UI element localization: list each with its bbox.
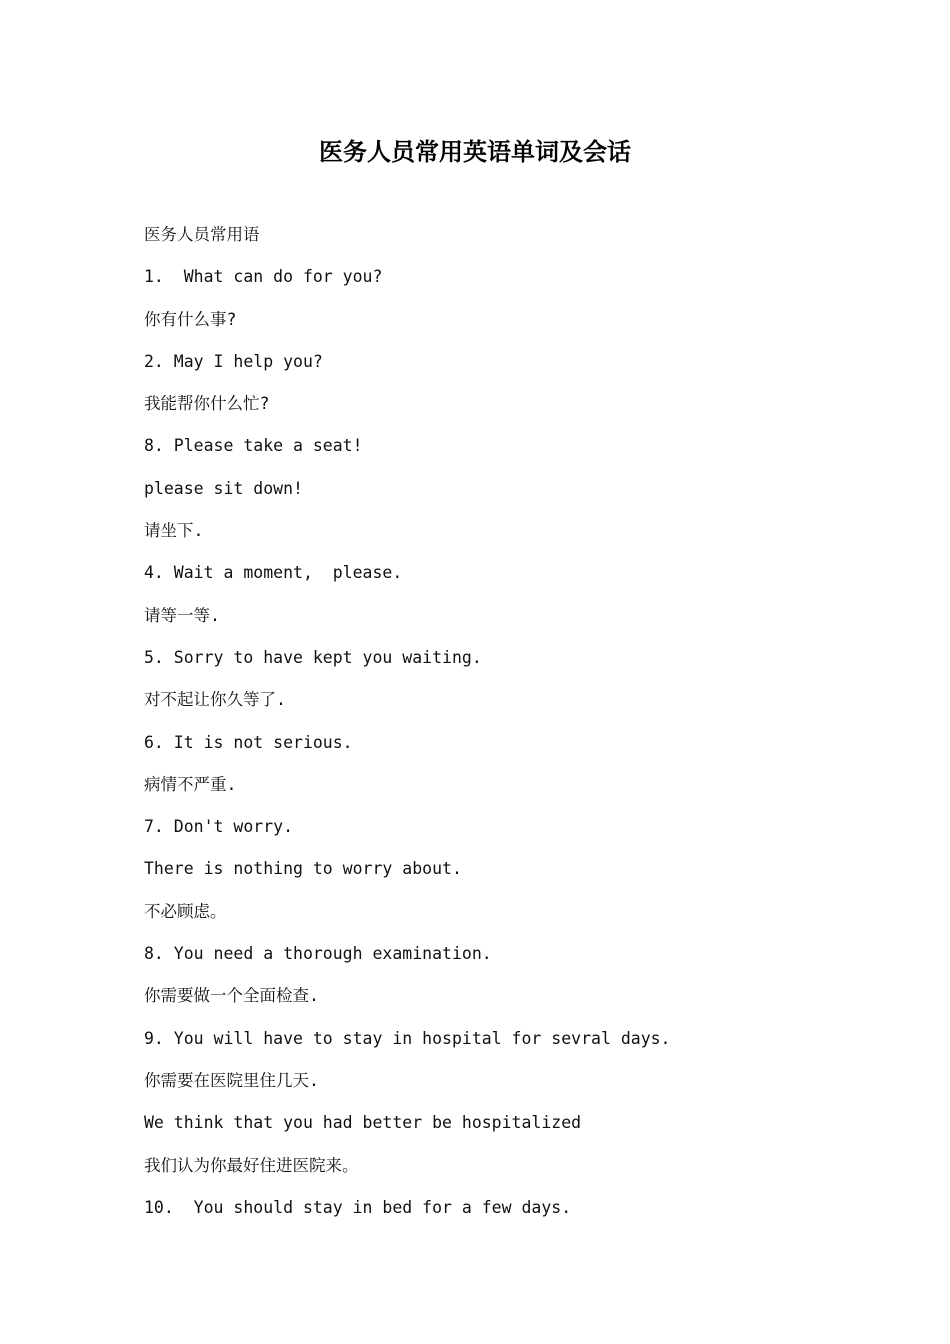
body-line: 对不起让你久等了. <box>144 690 286 710</box>
document-title: 医务人员常用英语单词及会话 <box>319 137 631 166</box>
body-line: There is nothing to worry about. <box>144 859 462 879</box>
body-line: 不必顾虑。 <box>144 901 227 921</box>
body-line: 1. What can do for you? <box>144 267 383 287</box>
body-line: 请等一等. <box>144 605 220 625</box>
body-line: 5. Sorry to have kept you waiting. <box>144 647 482 667</box>
document-body <box>144 220 864 1235</box>
body-line: 你有什么事? <box>144 309 237 329</box>
body-line: 8. You need a thorough examination. <box>144 944 492 964</box>
body-line: We think that you had better be hospitalized <box>144 1113 582 1133</box>
body-line: 8. Please take a seat! <box>144 436 363 456</box>
body-line: 6. It is not serious. <box>144 732 353 752</box>
body-line: please sit down! <box>144 478 303 498</box>
body-line: 我们认为你最好住进医院来。 <box>144 1155 359 1175</box>
body-line: 2. May I help you? <box>144 351 323 371</box>
body-line: 10. You should stay in bed for a few days. <box>144 1197 572 1217</box>
body-line: 你需要做一个全面检查. <box>144 986 319 1006</box>
body-line: 医务人员常用语 <box>144 225 260 244</box>
body-line: 我能帮你什么忙? <box>144 394 270 414</box>
body-line: 请坐下. <box>144 521 204 541</box>
body-line: 你需要在医院里住几天. <box>144 1070 319 1090</box>
body-line: 9. You will have to stay in hospital for sevral days. <box>144 1028 671 1048</box>
body-line: 7. Don't worry. <box>144 817 294 837</box>
body-line: 4. Wait a moment, please. <box>144 563 403 583</box>
body-line: 病情不严重. <box>144 774 237 794</box>
